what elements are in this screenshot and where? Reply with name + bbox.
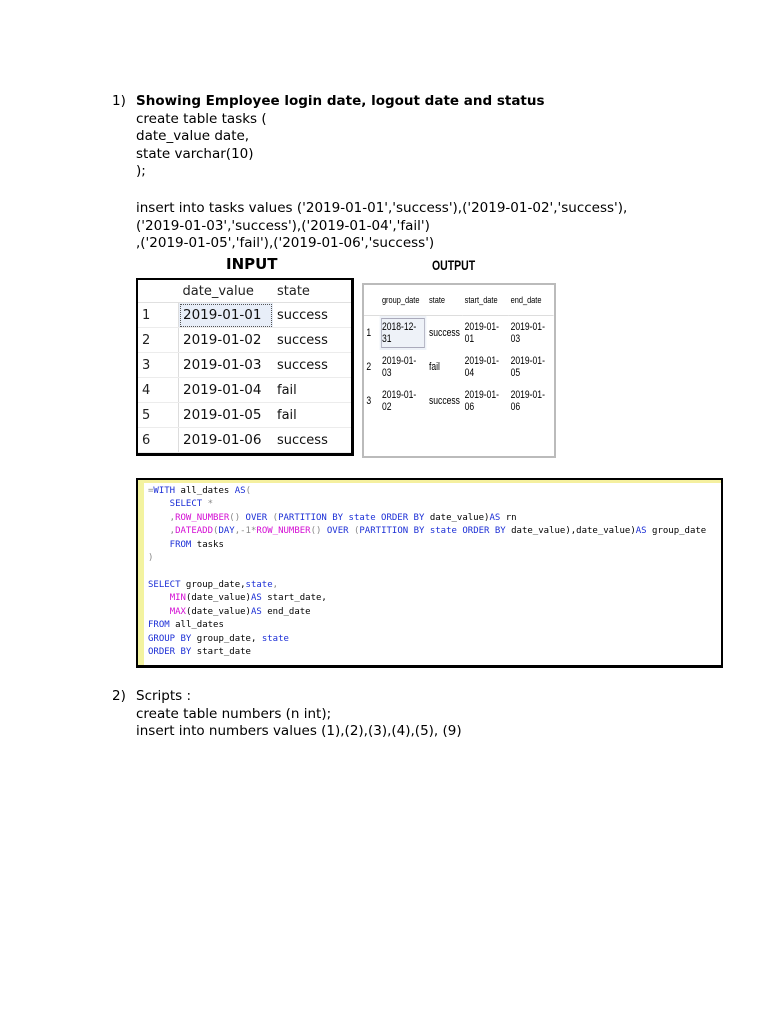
table-row <box>138 428 351 453</box>
sql-line <box>148 512 517 524</box>
start-date-cell: 2019-01-01 <box>464 321 500 345</box>
table-row <box>138 353 351 378</box>
output-figure-title: OUTPUT <box>432 257 476 273</box>
group-date-cell: 2018-12-31 <box>380 316 427 351</box>
state-cell: success <box>273 428 351 453</box>
sql-token: end_date <box>261 607 311 617</box>
sql-line <box>148 619 224 631</box>
sql-token: MAX <box>169 607 186 617</box>
state-cell: success <box>273 328 351 353</box>
sql-token: ORDER BY <box>381 513 425 523</box>
editor-gutter <box>138 480 144 665</box>
sql-token: FROM <box>148 620 170 630</box>
state-cell: success <box>428 327 460 339</box>
row-number: 3 <box>366 395 372 407</box>
input-figure-title: INPUT <box>226 255 278 273</box>
code-line: create table tasks ( <box>136 111 267 127</box>
sql-token: , <box>148 526 176 536</box>
sql-token: AS <box>250 593 262 603</box>
sql-line <box>148 579 278 591</box>
sql-token: AS <box>489 513 501 523</box>
state-cell: fail <box>273 403 351 428</box>
input-header-state: state <box>273 280 351 303</box>
sql-token: AS <box>234 486 246 496</box>
output-header-rownum <box>364 285 380 316</box>
sql-token: ) <box>148 553 154 563</box>
input-header-date-value: date_value <box>179 280 274 303</box>
sql-token: () <box>310 526 327 536</box>
sql-token: GROUP BY <box>148 634 192 644</box>
code-line: create table numbers (n int); <box>136 706 332 722</box>
code-line: state varchar(10) <box>136 146 254 162</box>
sql-line <box>148 646 251 658</box>
sql-token: rn <box>500 513 517 523</box>
editor-strip <box>138 480 721 483</box>
row-number: 1 <box>366 327 372 339</box>
input-header-rownum <box>138 280 179 303</box>
table-row <box>138 378 351 403</box>
table-row <box>138 303 351 328</box>
sql-token: * <box>202 499 214 509</box>
table-row <box>364 316 554 351</box>
sql-token: state <box>343 513 382 523</box>
sql-token: ( <box>213 526 219 536</box>
sql-token: ( <box>348 526 360 536</box>
sql-token: tasks <box>191 540 224 550</box>
output-header-group-date: group_date <box>380 285 427 316</box>
sql-token: AS <box>635 526 647 536</box>
sql-token: ROW_NUMBER <box>256 526 311 536</box>
sql-token: OVER <box>326 526 349 536</box>
code-line: insert into tasks values ('2019-01-01','success'),('2019-01-02','success'), <box>136 200 628 216</box>
sql-token <box>148 607 170 617</box>
sql-token: FROM <box>148 540 192 550</box>
end-date-cell: 2019-01-06 <box>510 389 545 413</box>
start-date-cell: 2019-01-06 <box>464 389 500 413</box>
sql-token: WITH <box>153 486 176 496</box>
date-value-cell: 2019-01-03 <box>179 353 274 378</box>
state-cell: success <box>273 303 351 328</box>
section-1-title: Showing Employee login date, logout date and status <box>136 93 545 109</box>
sql-token: SELECT <box>148 499 203 509</box>
sql-token: OVER <box>245 513 268 523</box>
date-value-cell: 2019-01-04 <box>179 378 274 403</box>
table-row <box>364 350 554 384</box>
sql-token: all_dates <box>175 486 235 496</box>
sql-token: ORDER BY <box>462 526 506 536</box>
sql-token: state <box>424 526 463 536</box>
code-line: insert into numbers values (1),(2),(3),(4),(5), (9) <box>136 723 462 739</box>
sql-token: group_date, <box>180 580 246 590</box>
output-header-state: state <box>427 285 463 316</box>
row-number: 3 <box>138 353 179 378</box>
sql-token: (date_value) <box>185 593 251 603</box>
date-value-cell: 2019-01-06 <box>179 428 274 453</box>
state-cell: fail <box>428 361 440 373</box>
sql-token: (date_value) <box>185 607 251 617</box>
sql-token: ROW_NUMBER <box>175 513 230 523</box>
sql-token: MIN <box>169 593 186 603</box>
sql-token: state <box>245 580 273 590</box>
sql-line <box>148 633 289 645</box>
sql-line <box>148 592 327 604</box>
end-date-cell: 2019-01-05 <box>510 355 545 379</box>
sql-token: PARTITION BY <box>278 513 344 523</box>
sql-token: date_value),date_value) <box>505 526 636 536</box>
sql-token: DATEADD <box>175 526 214 536</box>
date-value-cell: 2019-01-02 <box>179 328 274 353</box>
section-1-number: 1) <box>112 93 126 109</box>
input-table <box>138 280 351 453</box>
sql-line: =WITH all_dates AS( <box>148 486 251 496</box>
group-date-cell: 2019-01-02 <box>381 389 417 413</box>
code-line: date_value date, <box>136 128 250 144</box>
sql-token: SELECT <box>148 580 181 590</box>
sql-token: all_dates <box>169 620 224 630</box>
sql-token: group_date, <box>191 634 262 644</box>
section-2-title: Scripts : <box>136 688 192 704</box>
state-cell: fail <box>273 378 351 403</box>
sql-token <box>148 593 170 603</box>
output-table <box>364 285 554 418</box>
group-date-cell: 2019-01-03 <box>381 355 417 379</box>
code-line: ('2019-01-03','success'),('2019-01-04','fail') <box>136 218 430 234</box>
sql-token: state <box>261 634 289 644</box>
row-number: 6 <box>138 428 179 453</box>
row-number: 5 <box>138 403 179 428</box>
state-cell: success <box>428 395 460 407</box>
table-row <box>138 328 351 353</box>
sql-token: AS <box>250 607 262 617</box>
sql-token: start_date <box>191 647 251 657</box>
output-header-end-date: end_date <box>508 285 553 316</box>
sql-token: , <box>148 513 176 523</box>
sql-line <box>148 539 224 551</box>
start-date-cell: 2019-01-04 <box>464 355 500 379</box>
row-number: 2 <box>138 328 179 353</box>
output-table-figure <box>362 283 556 458</box>
sql-token: ( <box>267 513 279 523</box>
input-table-figure <box>136 278 354 456</box>
sql-token: DAY <box>218 526 235 536</box>
sql-token: ,-1* <box>234 526 257 536</box>
sql-token: , <box>272 580 279 590</box>
row-number: 1 <box>138 303 179 328</box>
row-number: 4 <box>138 378 179 403</box>
output-header-start-date: start_date <box>462 285 508 316</box>
sql-token: start_date, <box>261 593 327 603</box>
state-cell: success <box>273 353 351 378</box>
sql-token: ORDER BY <box>148 647 192 657</box>
sql-token: PARTITION BY <box>359 526 425 536</box>
end-date-cell: 2019-01-03 <box>510 321 545 345</box>
table-row <box>364 384 554 418</box>
sql-code-figure <box>136 478 723 668</box>
row-number: 2 <box>366 361 372 373</box>
code-line: ); <box>136 163 146 179</box>
sql-token: group_date <box>646 526 707 536</box>
code-line: ,('2019-01-05','fail'),('2019-01-06','success') <box>136 235 435 251</box>
table-row <box>138 403 351 428</box>
date-value-cell: 2019-01-05 <box>179 403 274 428</box>
sql-token: ( <box>245 486 251 496</box>
section-2-number: 2) <box>112 688 126 704</box>
date-value-cell: 2019-01-01 <box>179 303 274 328</box>
sql-token: () <box>229 513 246 523</box>
sql-line <box>148 498 213 510</box>
sql-token: date_value) <box>424 513 490 523</box>
sql-line <box>148 525 706 537</box>
sql-line <box>148 552 153 564</box>
sql-line <box>148 606 311 618</box>
